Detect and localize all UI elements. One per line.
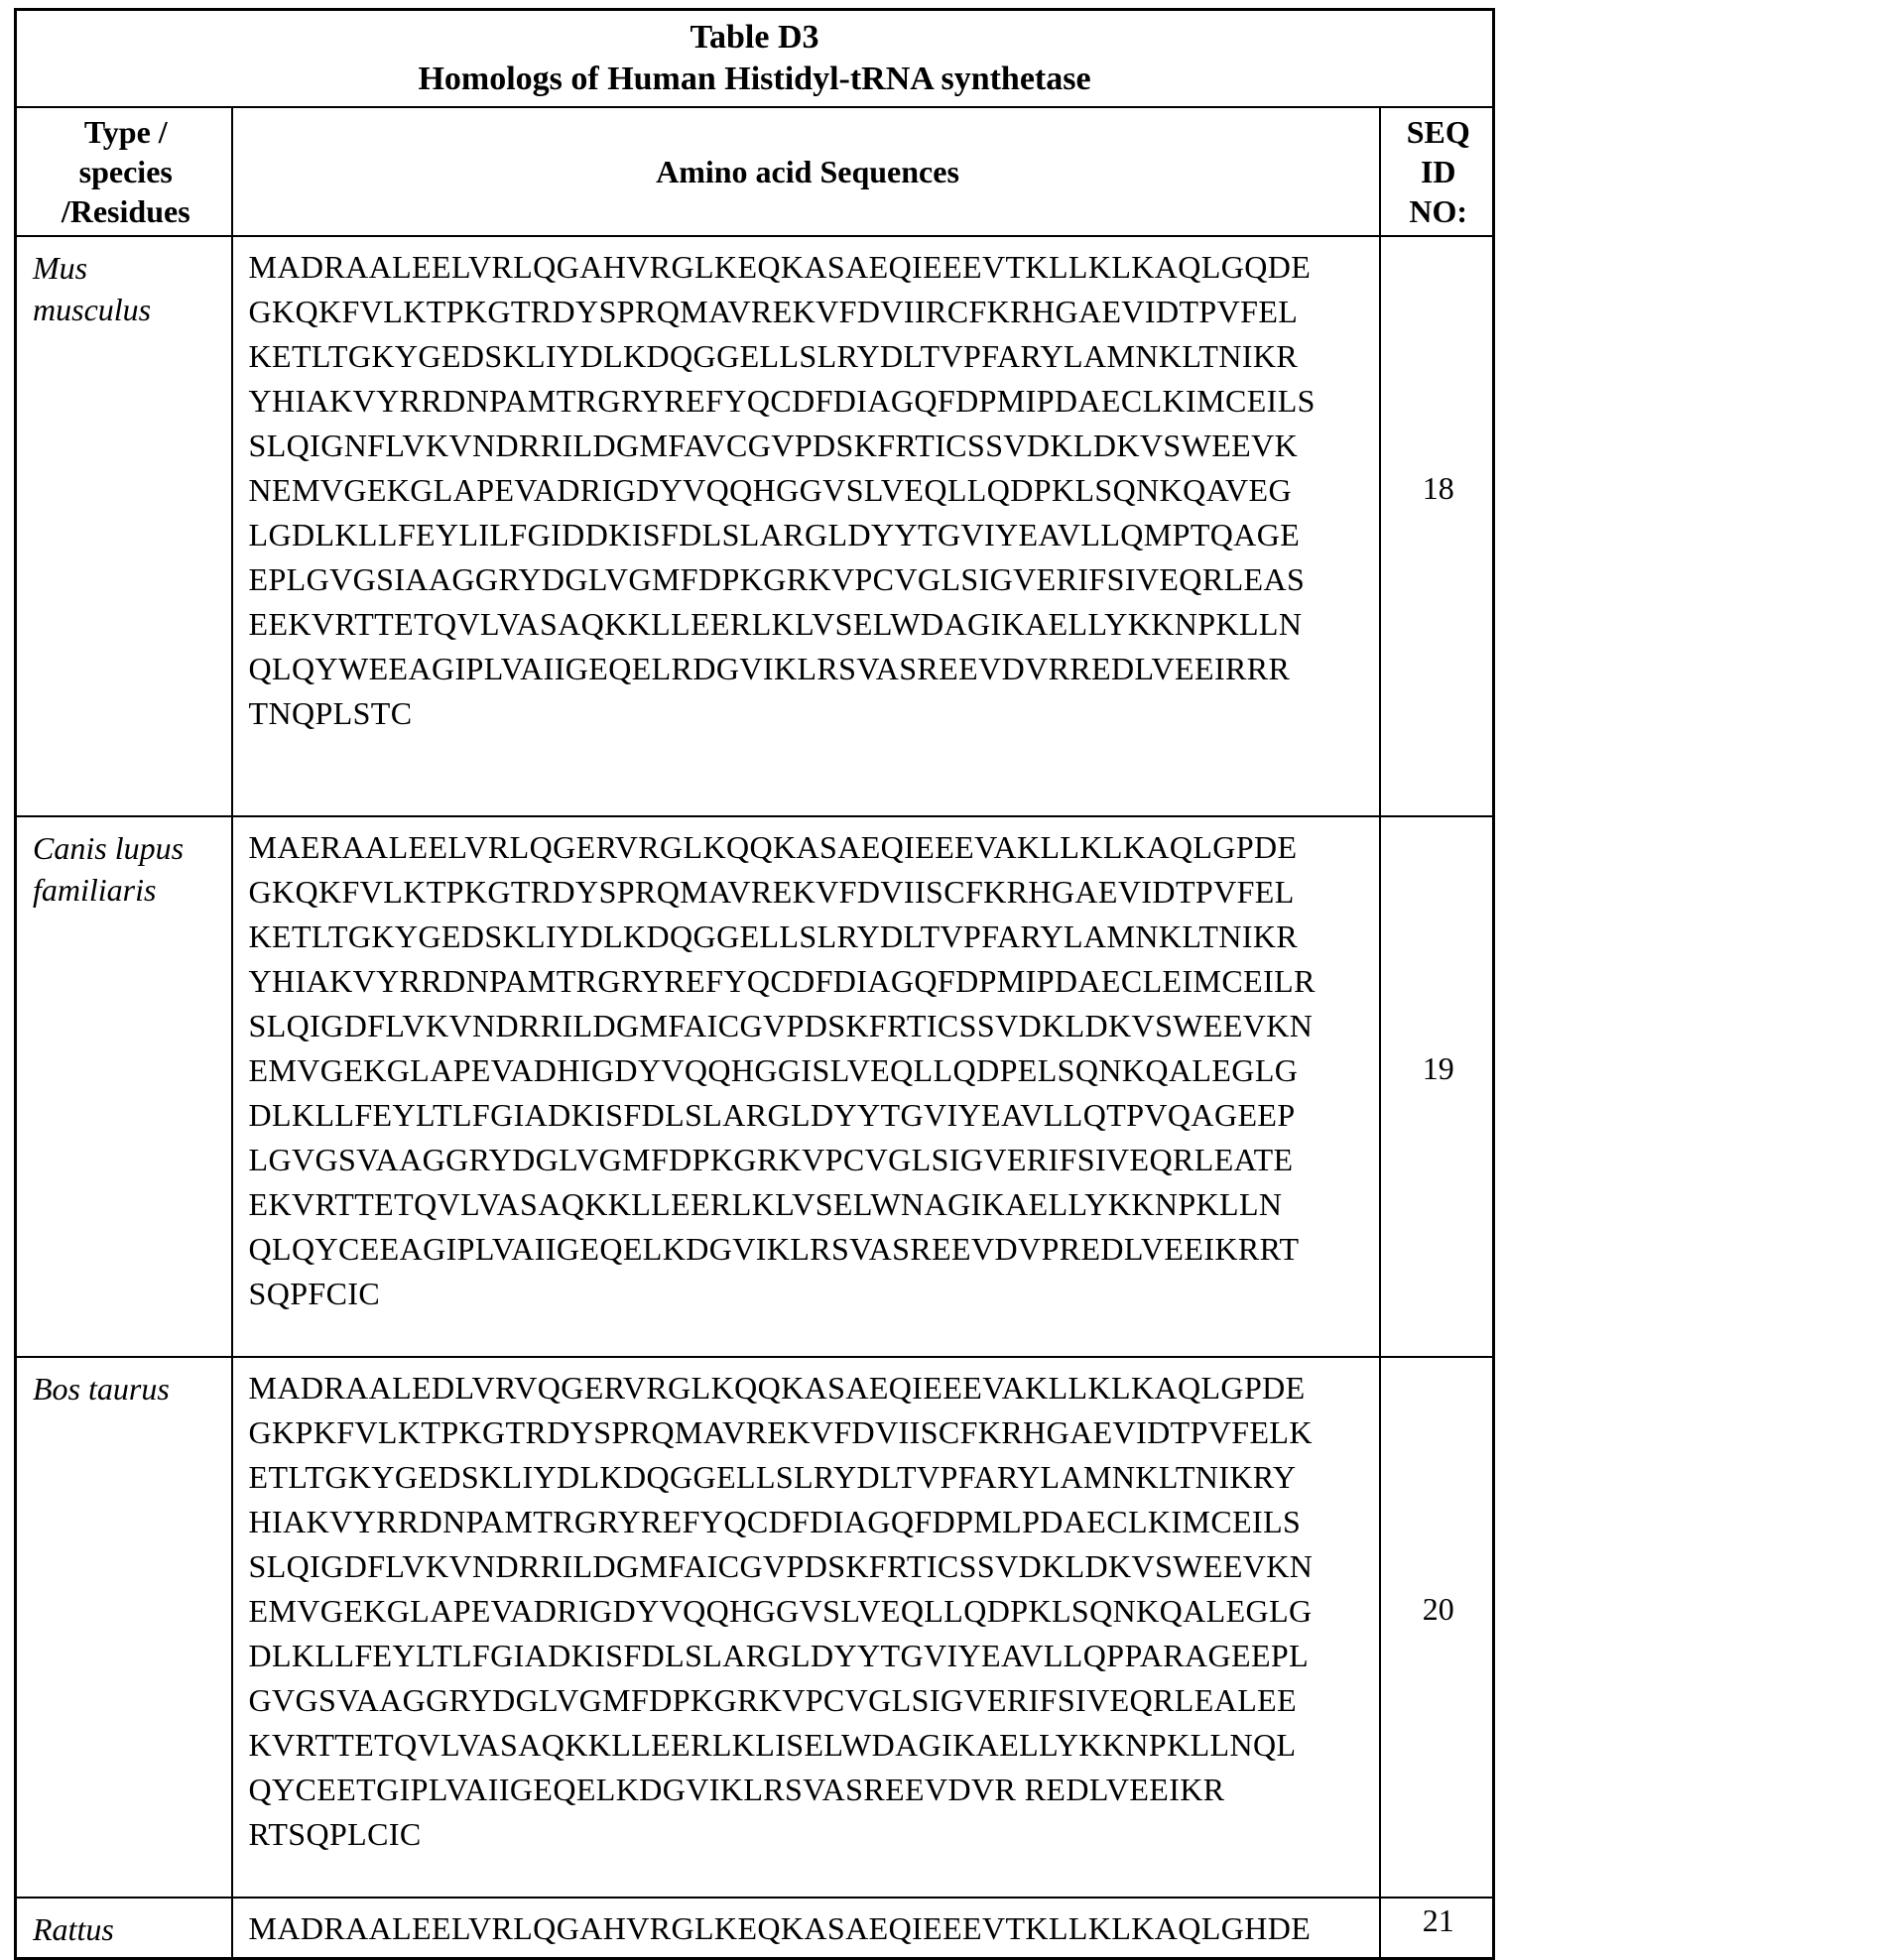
sequence-cell: MADRAALEELVRLQGAHVRGLKEQKASAEQIEEEVTKLLKLKAQLGQDE GKQKFVLKTPKGTRDYSPRQMAVREKVFDVIIRCFKRHGAEVIDTPVFEL KETLTGKYGEDSKLIYDLKDQGGELLSLRYDLTVPFARYLAMNKLTNIKR YHIAKVYRRDNPAMTRGRYREFYQCDFDIAGQFDPMIPDAECLKIMCEILS SLQIGNFLVKVNDRRILDGMFAVCGVPDSKFRTICSSVDKLDKVSWEEVK NEMVGEKGLAPEVADRIGDYVQQHGGVSLVEQLLQDPKLSQNKQAVEG LGDLKLLFEYLILFGIDDKISFDLSLARGLDYYTGVIYEAVLLQMPTQAGE EPLGVGSIAAGGRYDGLVGMFDPKGRKVPCVGLSIGVERIFSIVEQRLEAS EEKVRTTETQVLVASAQKKLLEERLKLVSELWDAGIKAELLYKKNPKLLN QLQYWEEAGIPLVAIIGEQELRDGVIKLRSVASREEVDVRREDLVEEIRRR TNQPLSTC: [232, 236, 1380, 816]
seq-id-cell: 20: [1380, 1357, 1494, 1898]
seq-id-cell: 21: [1380, 1898, 1494, 1959]
table-row-mus-musculus: [16, 236, 1494, 816]
table-row-canis-lupus-familiaris: [16, 816, 1494, 1357]
species-cell: Canis lupus familiaris: [16, 816, 232, 1357]
table-subtitle: Homologs of Human Histidyl-tRNA synthetase: [418, 61, 1091, 97]
title-row: [16, 10, 1494, 108]
species-cell: Bos taurus: [16, 1357, 232, 1898]
species-cell: Mus musculus: [16, 236, 232, 816]
column-header-seq-id: SEQ ID NO:: [1380, 107, 1494, 236]
table-title: Table D3: [690, 19, 819, 56]
sequence-cell: MAERAALEELVRLQGERVRGLKQQKASAEQIEEEVAKLLKLKAQLGPDE GKQKFVLKTPKGTRDYSPRQMAVREKVFDVIISCFKRHGAEVIDTPVFEL KETLTGKYGEDSKLIYDLKDQGGELLSLRYDLTVPFARYLAMNKLTNIKR YHIAKVYRRDNPAMTRGRYREFYQCDFDIAGQFDPMIPDAECLEIMCEILR SLQIGDFLVKVNDRRILDGMFAICGVPDSKFRTICSSVDKLDKVSWEEVKN EMVGEKGLAPEVADHIGDYVQQHGGISLVEQLLQDPELSQNKQALEGLG DLKLLFEYLTLFGIADKISFDLSLARGLDYYTGVIYEAVLLQTPVQAGEEP LGVGSVAAGGRYDGLVGMFDPKGRKVPCVGLSIGVERIFSIVEQRLEATE EKVRTTETQVLVASAQKKLLEERLKLVSELWNAGIKAELLYKKNPKLLN QLQYCEEAGIPLVAIIGEQELKDGVIKLRSVASREEVDVPREDLVEEIKRRT SQPFCIC: [232, 816, 1380, 1357]
species-cell: Rattus: [16, 1898, 232, 1959]
seq-id-cell: 18: [1380, 236, 1494, 816]
table-title-cell: [16, 10, 1494, 108]
sequence-cell: MADRAALEELVRLQGAHVRGLKEQKASAEQIEEEVTKLLKLKAQLGHDE: [232, 1898, 1380, 1959]
header-row: [16, 107, 1494, 236]
homologs-table: [14, 8, 1495, 1960]
column-header-sequences: Amino acid Sequences: [232, 107, 1380, 236]
seq-id-cell: 19: [1380, 816, 1494, 1357]
column-header-type-species: Type / species /Residues: [16, 107, 232, 236]
table-row-rattus: [16, 1898, 1494, 1959]
sequence-cell: MADRAALEDLVRVQGERVRGLKQQKASAEQIEEEVAKLLKLKAQLGPDE GKPKFVLKTPKGTRDYSPRQMAVREKVFDVIISCFKRHGAEVIDTPVFELK ETLTGKYGEDSKLIYDLKDQGGELLSLRYDLTVPFARYLAMNKLTNIKRY HIAKVYRRDNPAMTRGRYREFYQCDFDIAGQFDPMLPDAECLKIMCEILS SLQIGDFLVKVNDRRILDGMFAICGVPDSKFRTICSSVDKLDKVSWEEVKN EMVGEKGLAPEVADRIGDYVQQHGGVSLVEQLLQDPKLSQNKQALEGLG DLKLLFEYLTLFGIADKISFDLSLARGLDYYTGVIYEAVLLQPPARAGEEPL GVGSVAAGGRYDGLVGMFDPKGRKVPCVGLSIGVERIFSIVEQRLEALEE KVRTTETQVLVASAQKKLLEERLKLISELWDAGIKAELLYKKNPKLLNQL QYCEETGIPLVAIIGEQELKDGVIKLRSVASREEVDVR REDLVEEIKR RTSQPLCIC: [232, 1357, 1380, 1898]
table-row-bos-taurus: [16, 1357, 1494, 1898]
